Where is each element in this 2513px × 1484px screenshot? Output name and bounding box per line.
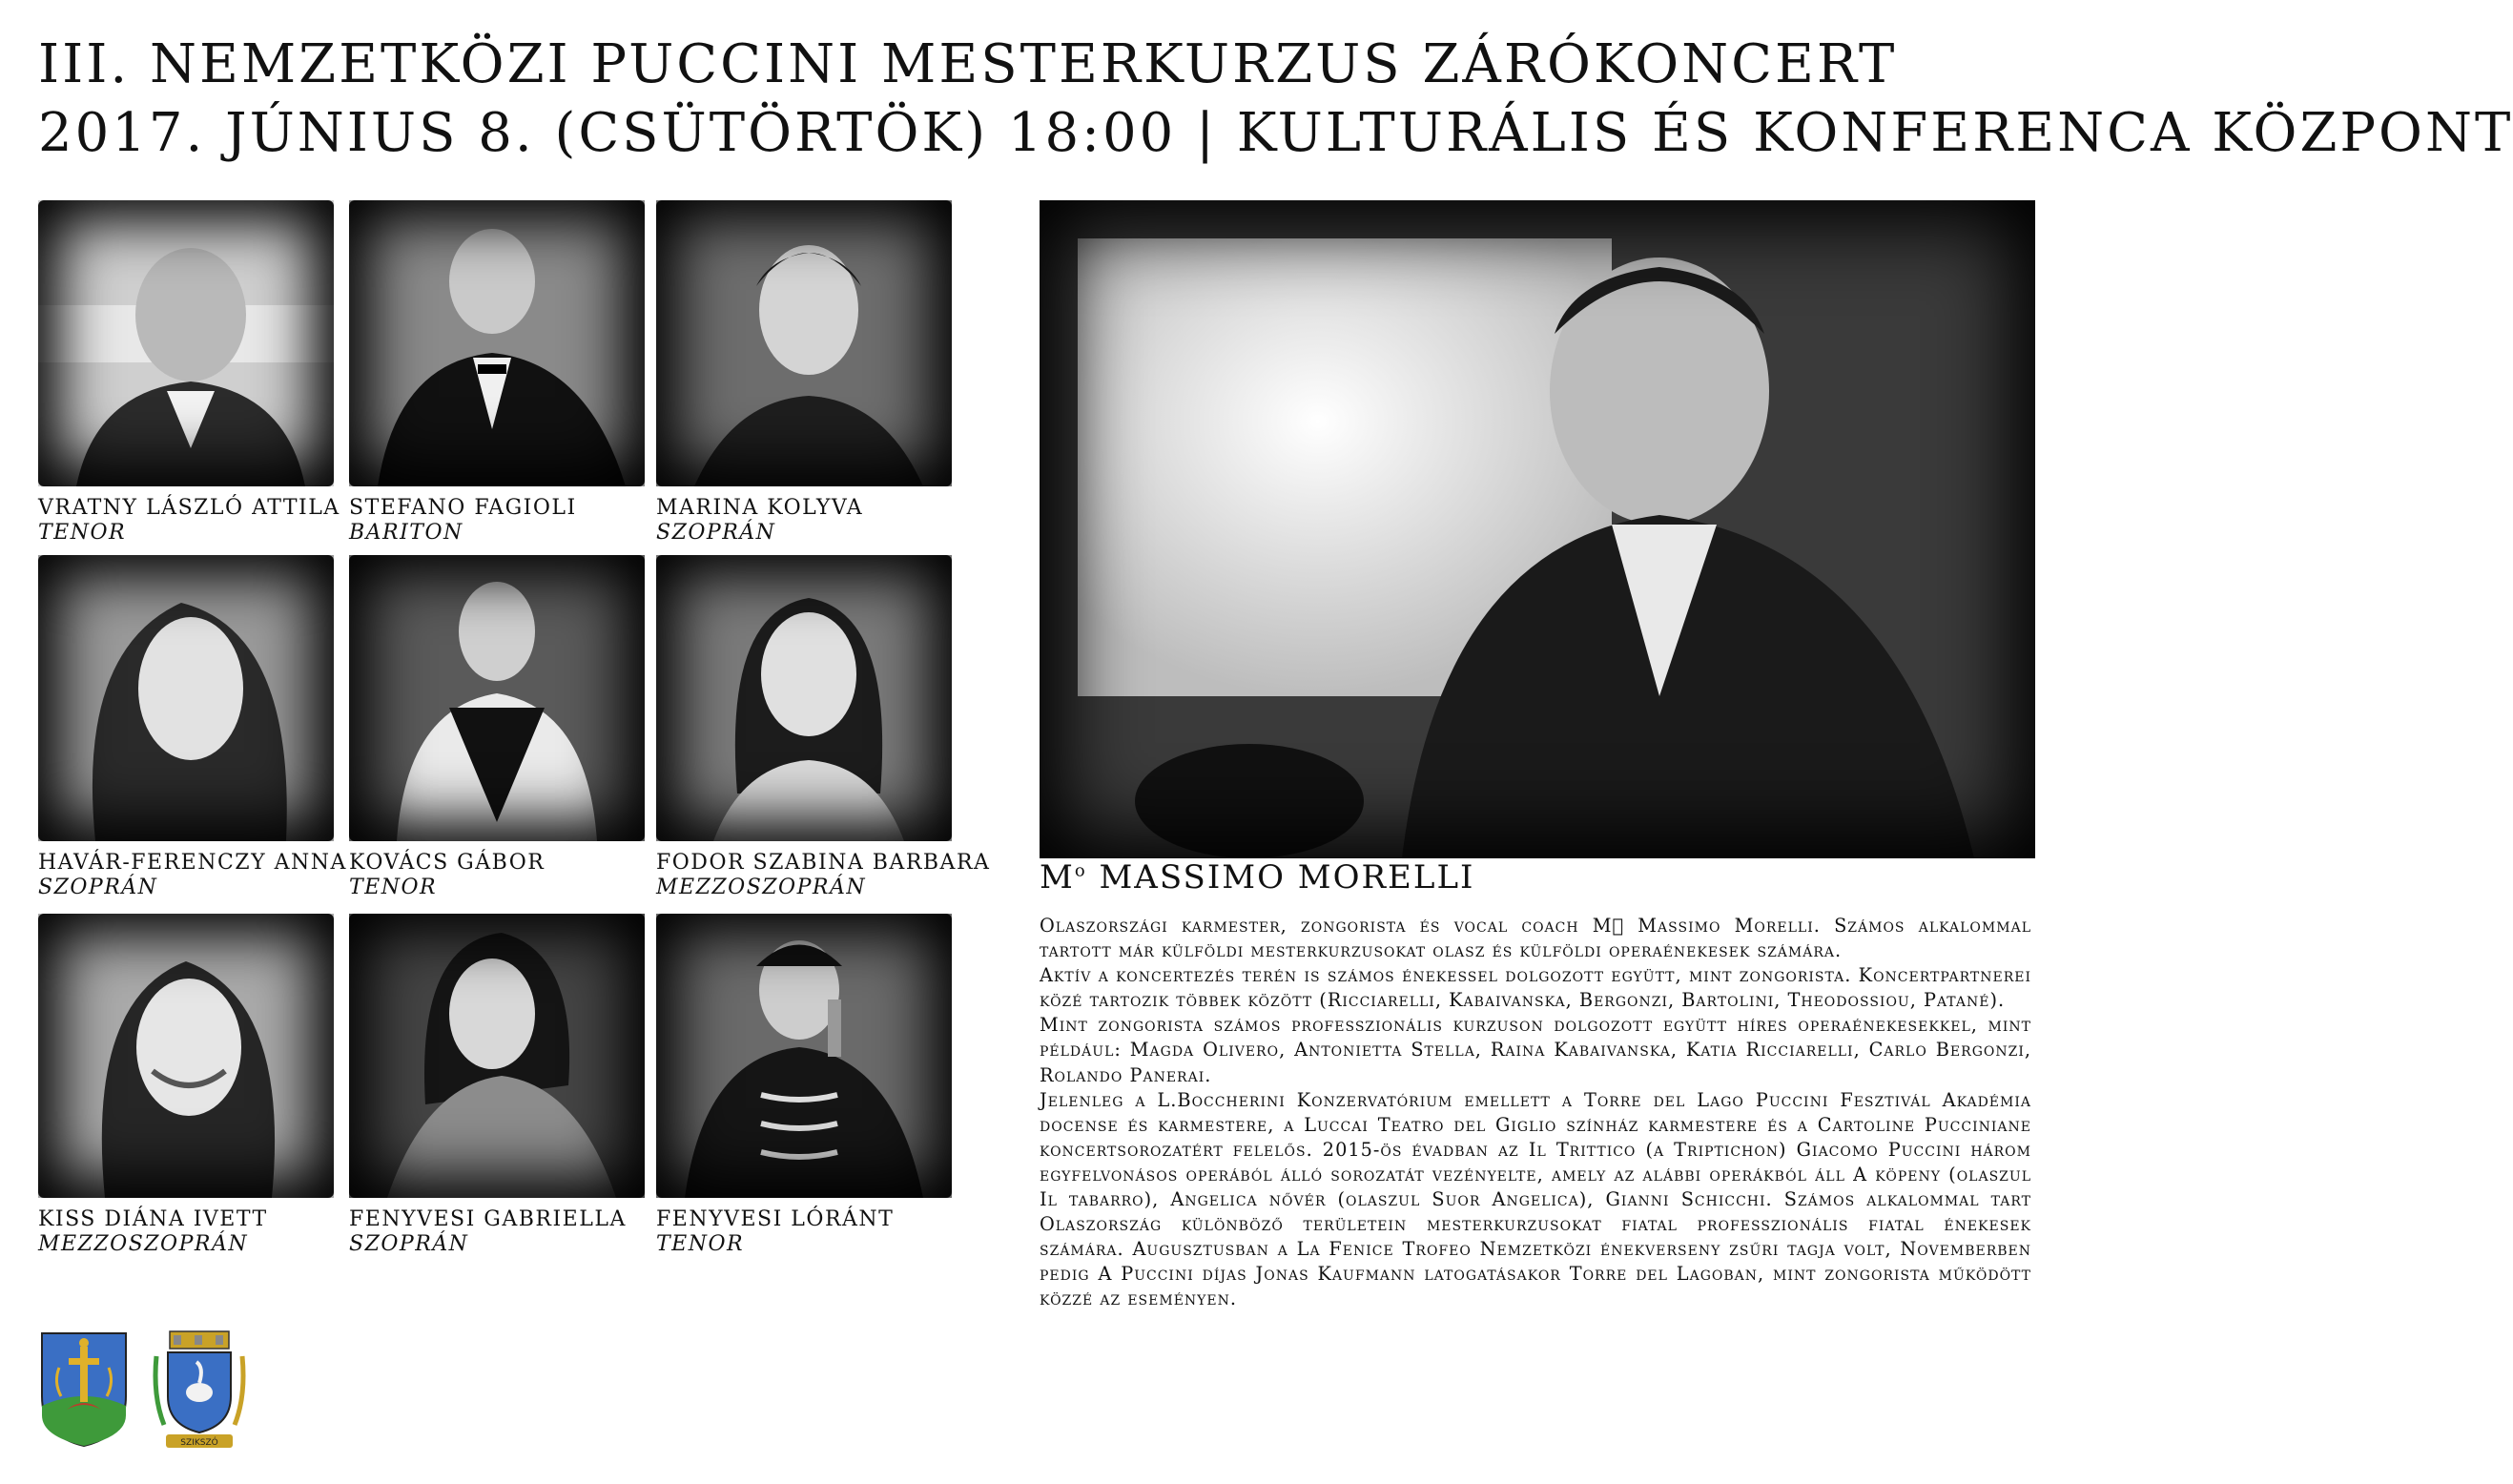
performer-name: FENYVESI GABRIELLA (349, 1207, 627, 1231)
performer-name: KOVÁCS GÁBOR (349, 851, 546, 875)
performer-card (349, 200, 645, 546)
performer-role: TENOR (38, 521, 127, 545)
performer-photo (656, 914, 952, 1198)
performer-photo (656, 555, 952, 841)
performer-role: MEZZOSZOPRÁN (38, 1232, 249, 1256)
page-title: III. NEMZETKÖZI PUCCINI MESTERKURZUS ZÁRÓKONCERT (38, 33, 1898, 95)
performer-name: FODOR SZABINA BARBARA (656, 851, 991, 875)
performer-name: STEFANO FAGIOLI (349, 496, 577, 520)
performer-role: SZOPRÁN (656, 521, 776, 545)
performer-name: FENYVESI LÓRÁNT (656, 1207, 895, 1231)
performer-card (656, 914, 952, 1257)
bio-paragraph: Aktív a koncertezés terén is számos énekessel dolgozott együtt, mint zongorista. Koncertpartnerei közé tartozik többek között (Ricciarelli, Kabaivanska, Bergonzi, Bartolini, Theodossiou, Patané). (1040, 964, 2031, 1012)
performer-role: SZOPRÁN (38, 876, 158, 899)
conductor-full-name: MASSIMO MORELLI (1099, 858, 1475, 897)
coat-of-arms-cross-icon (38, 1329, 130, 1448)
performer-photo (349, 200, 645, 486)
conductor-prefix: M (1040, 858, 1075, 897)
performer-role: TENOR (349, 876, 438, 899)
performer-card (656, 200, 952, 546)
page-subtitle: 2017. JÚNIUS 8. (CSÜTÖRTÖK) 18:00 | KULTURÁLIS ÉS KONFERENCA KÖZPONT (38, 102, 2513, 164)
performer-name: MARINA KOLYVA (656, 496, 864, 520)
performer-card (349, 914, 645, 1257)
performer-photo (38, 914, 334, 1198)
conductor-superscript: o (1074, 860, 1087, 881)
coat-of-arms-crowned-icon (149, 1329, 250, 1452)
performer-role: SZOPRÁN (349, 1232, 469, 1256)
performer-card (38, 200, 340, 546)
crest-ribbon-text: SZIKSZÓ (180, 1438, 218, 1448)
performer-card (349, 555, 645, 900)
performer-name: VRATNY LÁSZLÓ ATTILA (38, 496, 340, 520)
performer-photo (656, 200, 952, 486)
bio-paragraph: Jelenleg a L.Boccherini Konzervatórium emellett a Torre del Lago Puccini Fesztivál Akadémia docense és karmestere, a Luccai Teatro del Giglio színház karmestere és a Cartoline Pucciniane koncertsorozatért felelős. 2015-ös évadban az Il Trittico (a Triptichon) Giacomo Puccini három egyfelvonásos operából álló sorozatát vezényelte, amely az alábbi operákból áll A köpeny (olaszul Il tabarro), Angelica nővér (olaszul Suor Angelica), Gianni Schicchi. Számos alkalommal tart Olaszország különböző területein mesterkurzusokat fiatal professzionális fiatal énekesek számára. Augusztusban a La Fenice Trofeo Nemzetközi énekverseny zsűri tagja volt, Novemberben pedig A Puccini díjas Jonas Kaufmann latogatásakor Torre del Lagoban, mint zongorista működött közzé az eseményen. (1040, 1088, 2031, 1310)
poster-header (38, 31, 2513, 168)
bio-paragraph: Olaszországi karmester, zongorista és vocal coach M  Massimo Morelli. Számos alkalommal tartott már külföldi mesterkurzusokat olasz és külföldi operaénekesek számára. (1040, 915, 2031, 962)
bio-paragraph: Mint zongorista számos professzionális kurzuson dolgozott együtt híres operaénekesekkel, mint például: Magda Olivero, Antonietta Stella, Raina Kabaivanska, Katia Ricciarelli, Carlo Bergonzi, Rolando Panerai. (1040, 1014, 2031, 1086)
performer-card (656, 555, 991, 900)
performer-role: MEZZOSZOPRÁN (656, 876, 867, 899)
performer-card (38, 555, 347, 900)
performer-name: KISS DIÁNA IVETT (38, 1207, 268, 1231)
conductor-name (1040, 858, 1474, 897)
performer-photo (349, 555, 645, 841)
conductor-biography (1040, 914, 2031, 1312)
performer-photo (349, 914, 645, 1198)
performer-name: HAVÁR-FERENCZY ANNA (38, 851, 347, 875)
performer-role: BARITON (349, 521, 463, 545)
performer-role: TENOR (656, 1232, 745, 1256)
performer-card (38, 914, 334, 1257)
performer-photo (38, 200, 334, 486)
performer-photo (38, 555, 334, 841)
conductor-photo (1040, 200, 2035, 858)
